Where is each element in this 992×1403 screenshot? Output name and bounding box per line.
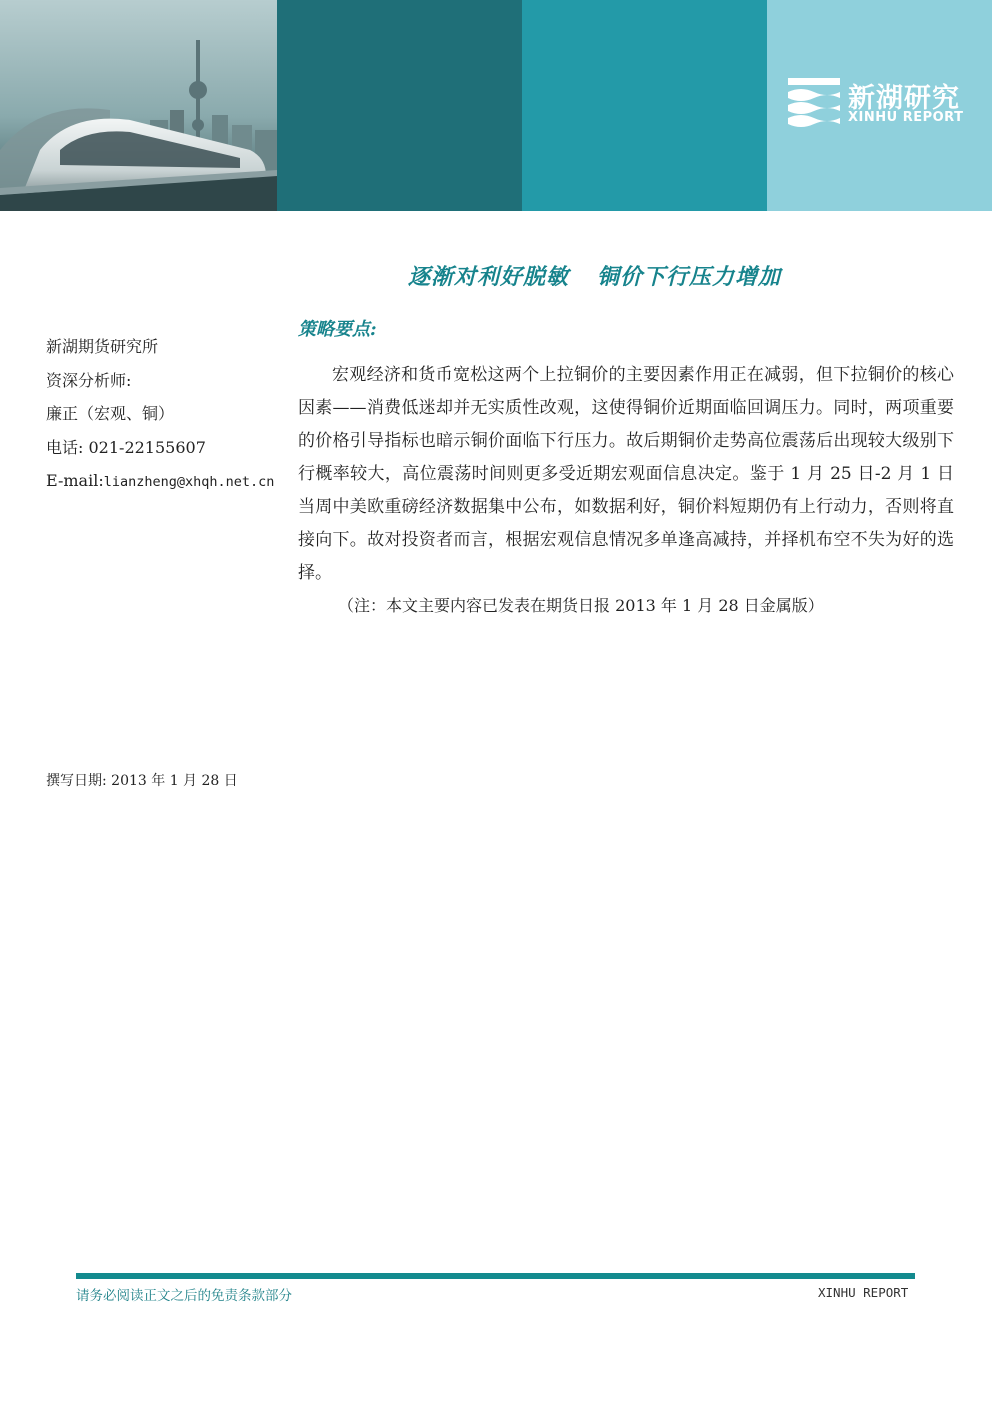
phone-label: 电话: [46, 437, 84, 457]
institute-name: 新湖期货研究所 [46, 337, 159, 356]
email-address[interactable]: lianzheng@xhqh.net.cn [103, 474, 275, 490]
footer-divider [76, 1273, 915, 1279]
xinhu-logo [786, 74, 986, 134]
logo-chinese-text: 新湖研究 [848, 83, 960, 114]
title-part-2: 铜价下行压力增加 [597, 264, 782, 290]
disclaimer-link[interactable]: 请务必阅读正文之后的免责条款部分 [76, 1288, 292, 1304]
maglev-train-photo [0, 0, 277, 211]
writing-date [46, 770, 238, 790]
phone-number: 021-22155607 [88, 437, 206, 457]
analyst-name: 廉正（宏观、铜） [46, 404, 175, 423]
wave-logo-icon [786, 76, 842, 128]
date-value: 2013 年 1 月 28 日 [111, 773, 238, 789]
report-title [408, 260, 781, 291]
header-banner [0, 0, 992, 211]
logo-english-text: XINHU REPORT [848, 110, 964, 125]
date-label: 撰写日期: [46, 773, 107, 789]
banner-color-block [277, 0, 767, 211]
strategy-paragraph: 宏观经济和货币宽松这两个上拉铜价的主要因素作用正在减弱，但下拉铜价的核心因素——消费低迷却并无实质性改观，这使得铜价近期面临回调压力。同时，两项重要的价格引导指标也暗示铜价面临下行压力。故后期铜价走势高位震荡后出现较大级别下行概率较大，高位震荡时间则更多受近期宏观面信息决定。鉴于 1 月 25 日-2 月 1 日当周中美欧重磅经济数据集中公布，如数据利好，铜价料短期仍有上行动力，否则将直接向下。故对投资者而言，根据宏观信息情况多单逢高减持，并择机布空不失为好的选择。 [298, 365, 954, 583]
footer-brand: XINHU REPORT [818, 1285, 909, 1300]
email-line [46, 468, 306, 502]
publication-note: （注：本文主要内容已发表在期货日报 2013 年 1 月 28 日金属版） [338, 596, 824, 615]
email-label: E-mail: [46, 471, 104, 490]
title-part-1: 逐渐对利好脱敏 [408, 264, 570, 290]
analyst-role: 资深分析师: [46, 370, 132, 390]
phone-line [46, 435, 306, 469]
analyst-info [46, 334, 306, 502]
strategy-heading: 策略要点: [298, 319, 377, 340]
